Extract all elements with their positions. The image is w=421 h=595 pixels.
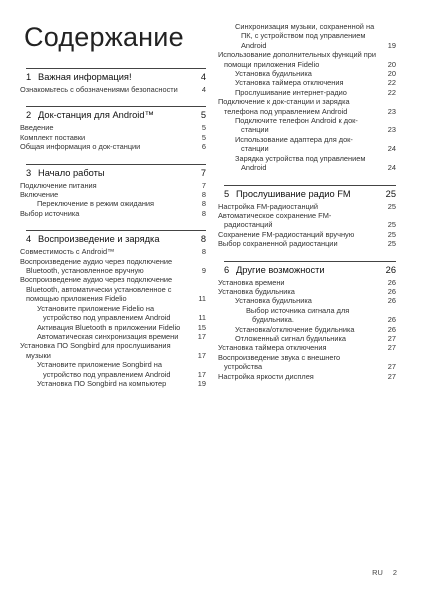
toc-entry-title: Включение	[20, 190, 59, 200]
toc-section-heading[interactable]	[26, 167, 206, 179]
toc-entry-page: 11	[198, 294, 206, 304]
toc-section-page: 7	[200, 167, 206, 178]
toc-entry[interactable]	[20, 85, 206, 94]
toc-entry[interactable]	[20, 247, 206, 257]
toc-entry-page: 17	[197, 350, 206, 360]
toc-section-title-wrap	[224, 264, 384, 276]
toc-section-number: 4	[26, 234, 32, 245]
toc-entry-page: 27	[387, 371, 396, 381]
toc-entry-title: Ознакомьтесь с обозначениями безопасности	[20, 85, 178, 94]
toc-entry-page: 17	[197, 369, 206, 379]
toc-entry-title: Установите приложение Fidelio на устройство под управлением Android	[37, 303, 171, 323]
toc-entry-title: Установка будильника	[235, 69, 312, 79]
toc-section-title-wrap	[26, 71, 194, 83]
toc-entry-page: 26	[387, 324, 396, 334]
footer-language: RU	[372, 568, 383, 577]
toc-entry[interactable]	[218, 210, 396, 230]
toc-entry[interactable]	[20, 256, 206, 276]
toc-section-page: 4	[200, 72, 206, 82]
toc-entry[interactable]	[218, 239, 396, 249]
toc-section-heading[interactable]	[224, 264, 396, 276]
toc-entry[interactable]	[218, 352, 396, 372]
toc-entry[interactable]	[20, 190, 206, 200]
toc-entry[interactable]	[218, 229, 396, 239]
toc-entry[interactable]	[224, 22, 396, 50]
toc-section	[218, 261, 396, 381]
toc-entry[interactable]	[26, 332, 206, 341]
toc-section-title: Воспроизведение и зарядка	[38, 234, 160, 245]
toc-entry-title: Установка/отключение будильника	[235, 324, 355, 334]
toc-entry-page: 24	[387, 144, 396, 154]
toc-entry[interactable]	[224, 154, 396, 173]
toc-entry[interactable]	[224, 296, 396, 305]
toc-entry-title: Настройка FM-радиостанций	[218, 201, 319, 211]
toc-entry-page: 5	[201, 123, 206, 133]
toc-continued-list	[218, 22, 396, 173]
toc-section-title-wrap	[26, 167, 194, 179]
section-gap	[224, 173, 396, 185]
toc-entry-title: Введение	[20, 123, 54, 133]
toc-entry-page: 25	[387, 239, 396, 249]
toc-entry[interactable]	[20, 341, 206, 360]
toc-entry-title: Автоматическое сохранение FM-радиостанций	[218, 210, 332, 230]
toc-entry[interactable]	[218, 343, 396, 353]
toc-entry[interactable]	[20, 132, 206, 142]
toc-entry-page: 23	[387, 125, 396, 135]
section-gap	[26, 94, 206, 106]
toc-entry-page: 26	[387, 315, 396, 325]
toc-section-page: 5	[200, 110, 206, 121]
toc-entry-title: Установка ПО Songbird на компьютер	[37, 378, 167, 388]
toc-section-number: 5	[224, 188, 230, 199]
toc-entry[interactable]	[224, 334, 396, 343]
toc-entry-page: 22	[387, 87, 396, 97]
toc-entry[interactable]	[26, 304, 206, 323]
toc-entry-title: Использование адаптера для док-станции	[235, 134, 353, 154]
toc-section-number: 2	[26, 110, 32, 121]
toc-entry-title: Активация Bluetooth в приложении Fidelio	[37, 322, 181, 332]
toc-section-heading[interactable]	[26, 109, 206, 121]
toc-entry-title: Подключение питания	[20, 180, 97, 190]
toc-entry[interactable]	[224, 306, 396, 325]
toc-entry-page: 15	[197, 322, 206, 332]
toc-entry-page: 27	[387, 343, 396, 353]
toc-entry-title: Установка таймера отключения	[218, 343, 327, 353]
toc-entry-page: 25	[387, 229, 396, 239]
toc-entry-page: 7	[201, 180, 206, 190]
toc-entry[interactable]	[20, 142, 206, 152]
toc-entry-title: Установка ПО Songbird для прослушивания музыки	[20, 341, 171, 360]
toc-entry-page: 4	[201, 85, 206, 94]
toc-entry-title: Зарядка устройства под управлением Android	[235, 153, 366, 173]
toc-entry[interactable]	[218, 277, 396, 287]
footer-page-number: 2	[392, 568, 397, 577]
toc-section-title-wrap	[224, 188, 384, 200]
toc-entry-title: Переключение в режим ожидания	[37, 199, 155, 209]
toc-entry-title: Воспроизведение аудио через подключение Bluetooth, автоматически установленное с помощью приложения Fidelio	[20, 275, 173, 304]
toc-entry-title: Общая информация о док-станции	[20, 142, 141, 152]
toc-entry-title: Подключение к док-станции и зарядка телефона под управлением Android	[218, 97, 350, 116]
toc-entry-page: 19	[197, 378, 206, 388]
toc-entry-page: 8	[201, 190, 206, 200]
toc-entry[interactable]	[218, 286, 396, 296]
toc-section-heading[interactable]	[26, 71, 206, 83]
toc-section	[20, 230, 206, 388]
toc-entry-title: Автоматическая синхронизация времени	[37, 331, 179, 341]
toc-section-number: 3	[26, 167, 32, 178]
toc-entry-title: Подключите телефон Android к док-станции	[235, 116, 358, 135]
toc-section-heading[interactable]	[224, 188, 396, 200]
toc-entry[interactable]	[26, 360, 206, 379]
toc-entry-page: 27	[387, 362, 396, 372]
toc-entry[interactable]	[20, 180, 206, 190]
section-gap	[224, 249, 396, 261]
toc-entry[interactable]	[224, 135, 396, 154]
toc-entry-title: Синхронизация музыки, сохраненной на ПК, с устройством под управлением Android	[235, 22, 375, 50]
toc-entry-page: 22	[387, 78, 396, 88]
toc-section	[20, 106, 206, 152]
toc-entry-page: 25	[387, 220, 396, 230]
toc-entry[interactable]	[20, 208, 206, 218]
toc-entry[interactable]	[26, 199, 206, 208]
toc-section-title: Прослушивание радио FM	[236, 188, 351, 199]
toc-entry-page: 8	[201, 247, 206, 257]
toc-entry-page: 8	[201, 208, 206, 218]
section-gap	[26, 152, 206, 164]
toc-section	[20, 68, 206, 94]
toc-entry-title: Установка времени	[218, 277, 285, 287]
toc-entry-page: 23	[387, 106, 396, 116]
toc-entry-title: Выбор источника сигнала для будильника.	[246, 305, 350, 325]
toc-entry-page: 5	[201, 132, 206, 142]
toc-entry[interactable]	[224, 325, 396, 334]
toc-entry-title: Настройка яркости дисплея	[218, 371, 314, 381]
toc-entry-page: 17	[197, 331, 206, 341]
toc-section-number: 1	[26, 72, 32, 82]
toc-entry-page: 8	[201, 199, 206, 209]
toc-section	[20, 164, 206, 219]
toc-entry[interactable]	[218, 97, 396, 116]
toc-entry[interactable]	[224, 116, 396, 135]
toc-section-number: 6	[224, 264, 230, 275]
toc-entry[interactable]	[224, 78, 396, 87]
page-title: Содержание	[24, 22, 184, 52]
toc-section-title: Начало работы	[38, 167, 105, 178]
toc-entry-title: Установка будильника	[235, 296, 312, 306]
toc-entry-title: Воспроизведение звука с внешнего устройства	[218, 352, 341, 372]
toc-entry-title: Использование дополнительных функций при помощи приложения Fidelio	[218, 50, 377, 69]
toc-entry-page: 9	[201, 266, 206, 276]
toc-entry-page: 11	[198, 313, 206, 323]
toc-entry-page: 24	[387, 163, 396, 173]
toc-entry-title: Комплект поставки	[20, 132, 86, 142]
toc-entry-title: Установите приложение Songbird на устройство под управлением Android	[37, 360, 171, 379]
toc-entry-title: Совместимость с Android™	[20, 247, 115, 257]
toc-entry-title: Сохранение FM-радиостанций вручную	[218, 229, 355, 239]
toc-entry-title: Отложенный сигнал будильника	[235, 333, 347, 343]
toc-entry-page: 27	[387, 333, 396, 343]
toc-section-title-wrap	[26, 109, 194, 121]
toc-entry-page: 25	[387, 201, 396, 211]
toc-entry-page: 26	[387, 277, 396, 287]
toc-entry-title: Воспроизведение аудио через подключение Bluetooth, установленное вручную	[20, 256, 173, 276]
toc-entry-page: 26	[387, 296, 396, 306]
section-gap	[26, 218, 206, 230]
toc-entry[interactable]	[20, 123, 206, 133]
toc-section-title: Другие возможности	[236, 264, 325, 275]
toc-section-title-wrap	[26, 233, 194, 245]
toc-entry[interactable]	[26, 379, 206, 388]
toc-section-page: 25	[385, 188, 396, 199]
toc-entry[interactable]	[218, 50, 396, 69]
toc-entry-title: Установка таймера отключения	[235, 78, 344, 88]
toc-section-title: Важная информация!	[38, 72, 132, 82]
toc-entry[interactable]	[218, 371, 396, 381]
page-footer	[364, 568, 397, 577]
toc-entry-page: 6	[201, 142, 206, 152]
toc-entry-page: 20	[387, 69, 396, 79]
toc-entry[interactable]	[218, 201, 396, 211]
toc-entry[interactable]	[20, 275, 206, 304]
toc-entry-title: Прослушивание интернет-радио	[235, 87, 347, 97]
toc-section-page: 8	[200, 234, 206, 245]
toc-entry-page: 26	[387, 286, 396, 296]
toc-section	[218, 185, 396, 249]
toc-section-heading[interactable]	[26, 233, 206, 245]
toc-entry[interactable]	[224, 69, 396, 78]
toc-entry[interactable]	[224, 88, 396, 97]
toc-section-page: 26	[385, 264, 396, 275]
toc-entry-title: Выбор сохраненной радиостанции	[218, 239, 338, 249]
toc-entry[interactable]	[26, 323, 206, 332]
toc-section-title: Док-станция для Android™	[38, 110, 154, 121]
toc-entry-page: 19	[387, 40, 396, 50]
toc-entry-title: Установка будильника	[218, 286, 295, 296]
toc-entry-page: 20	[387, 59, 396, 69]
toc-entry-title: Выбор источника	[20, 208, 80, 218]
toc-left-column	[20, 68, 206, 388]
toc-right-column	[218, 22, 396, 381]
